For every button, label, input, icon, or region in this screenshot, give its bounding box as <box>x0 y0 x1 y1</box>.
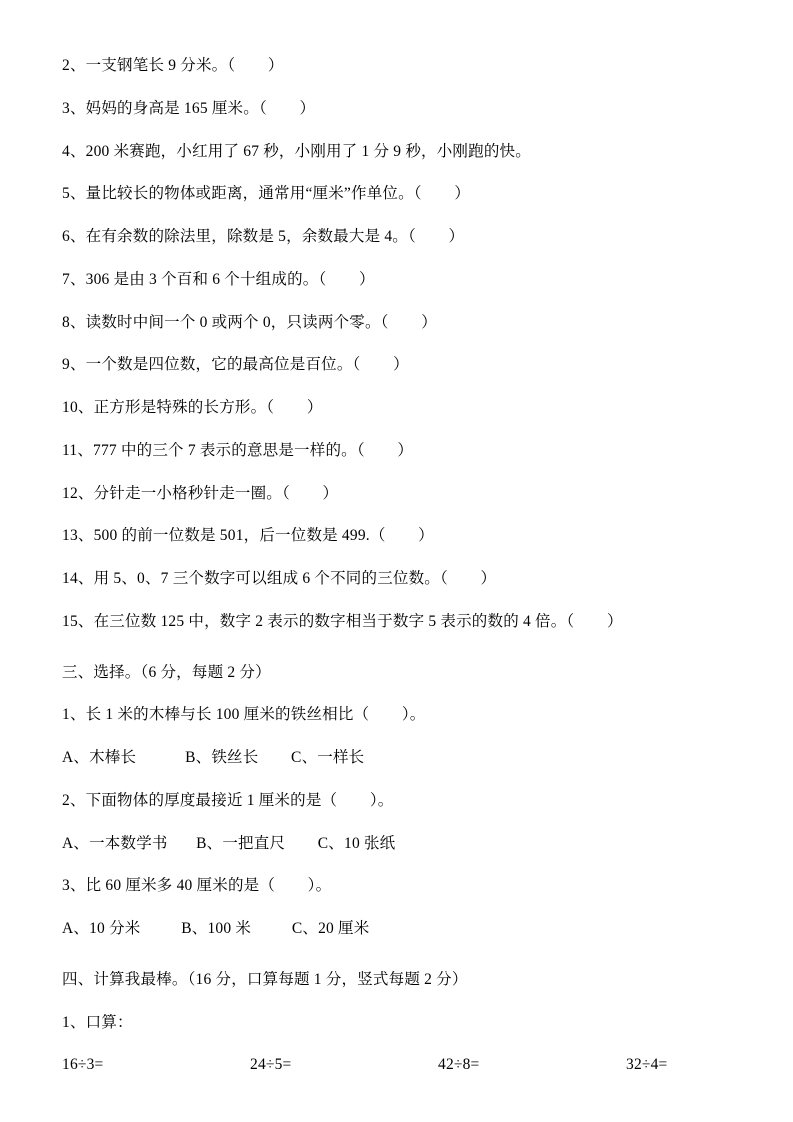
choice-question-1-options: A、木棒长 B、铁丝长 C、一样长 <box>62 749 365 766</box>
oral-problem-3: 42÷8= <box>438 1056 480 1074</box>
judgement-item-2: 2、一支钢笔长 9 分米。（ ） <box>62 57 284 74</box>
judgement-item-4: 4、200 米赛跑，小红用了 67 秒，小刚用了 1 分 9 秒，小刚跑的快。 <box>62 142 531 160</box>
judgement-item-6: 6、在有余数的除法里，除数是 5，余数最大是 4。（ ） <box>62 228 465 245</box>
judgement-item-15: 15、在三位数 125 中，数字 2 表示的数字相当于数字 5 表示的数的 4 倍。（ ） <box>62 612 623 630</box>
oral-problems-row <box>62 1053 731 1076</box>
oral-problem-1: 16÷3= <box>62 1056 104 1074</box>
choice-question-3-stem: 3、比 60 厘米多 40 厘米的是（ ）。 <box>62 877 332 895</box>
judgement-item-13: 13、500 的前一位数是 501，后一位数是 499.（ ） <box>62 527 434 545</box>
judgement-item-12: 12、分针走一小格秒针走一圈。（ ） <box>62 484 339 502</box>
judgement-item-3: 3、妈妈的身高是 165 厘米。（ ） <box>62 99 316 117</box>
judgement-item-10: 10、正方形是特殊的长方形。（ ） <box>62 399 323 416</box>
choice-question-2-options: A、一本数学书 B、一把直尺 C、10 张纸 <box>62 834 396 852</box>
section-gap-four <box>62 960 731 968</box>
section-four-heading: 四、计算我最棒。（16 分，口算每题 1 分，竖式每题 2 分） <box>62 970 468 988</box>
judgement-item-9: 9、一个数是四位数，它的最高位是百位。（ ） <box>62 356 409 374</box>
oral-problem-2: 24÷5= <box>250 1056 292 1074</box>
judgement-item-7: 7、306 是由 3 个百和 6 个十组成的。（ ） <box>62 270 375 288</box>
choice-question-3-options: A、10 分米 B、100 米 C、20 厘米 <box>62 920 370 937</box>
judgement-item-11: 11、777 中的三个 7 表示的意思是一样的。（ ） <box>62 441 414 459</box>
section-gap-three <box>62 653 731 661</box>
choice-question-1-stem: 1、长 1 米的木棒与长 100 厘米的铁丝相比（ ）。 <box>62 706 426 724</box>
section-four-subheading: 1、口算： <box>62 1013 133 1031</box>
choice-question-2-stem: 2、下面物体的厚度最接近 1 厘米的是（ ）。 <box>62 791 394 809</box>
judgement-item-14: 14、用 5、0、7 三个数字可以组成 6 个不同的三位数。（ ） <box>62 570 497 587</box>
judgement-item-5: 5、量比较长的物体或距离，通常用“厘米”作单位。（ ） <box>62 185 471 203</box>
judgement-item-8: 8、读数时中间一个 0 或两个 0，只读两个零。（ ） <box>62 313 437 331</box>
oral-problem-4: 32÷4= <box>626 1056 668 1074</box>
section-three-heading: 三、选择。（6 分，每题 2 分） <box>62 663 271 681</box>
